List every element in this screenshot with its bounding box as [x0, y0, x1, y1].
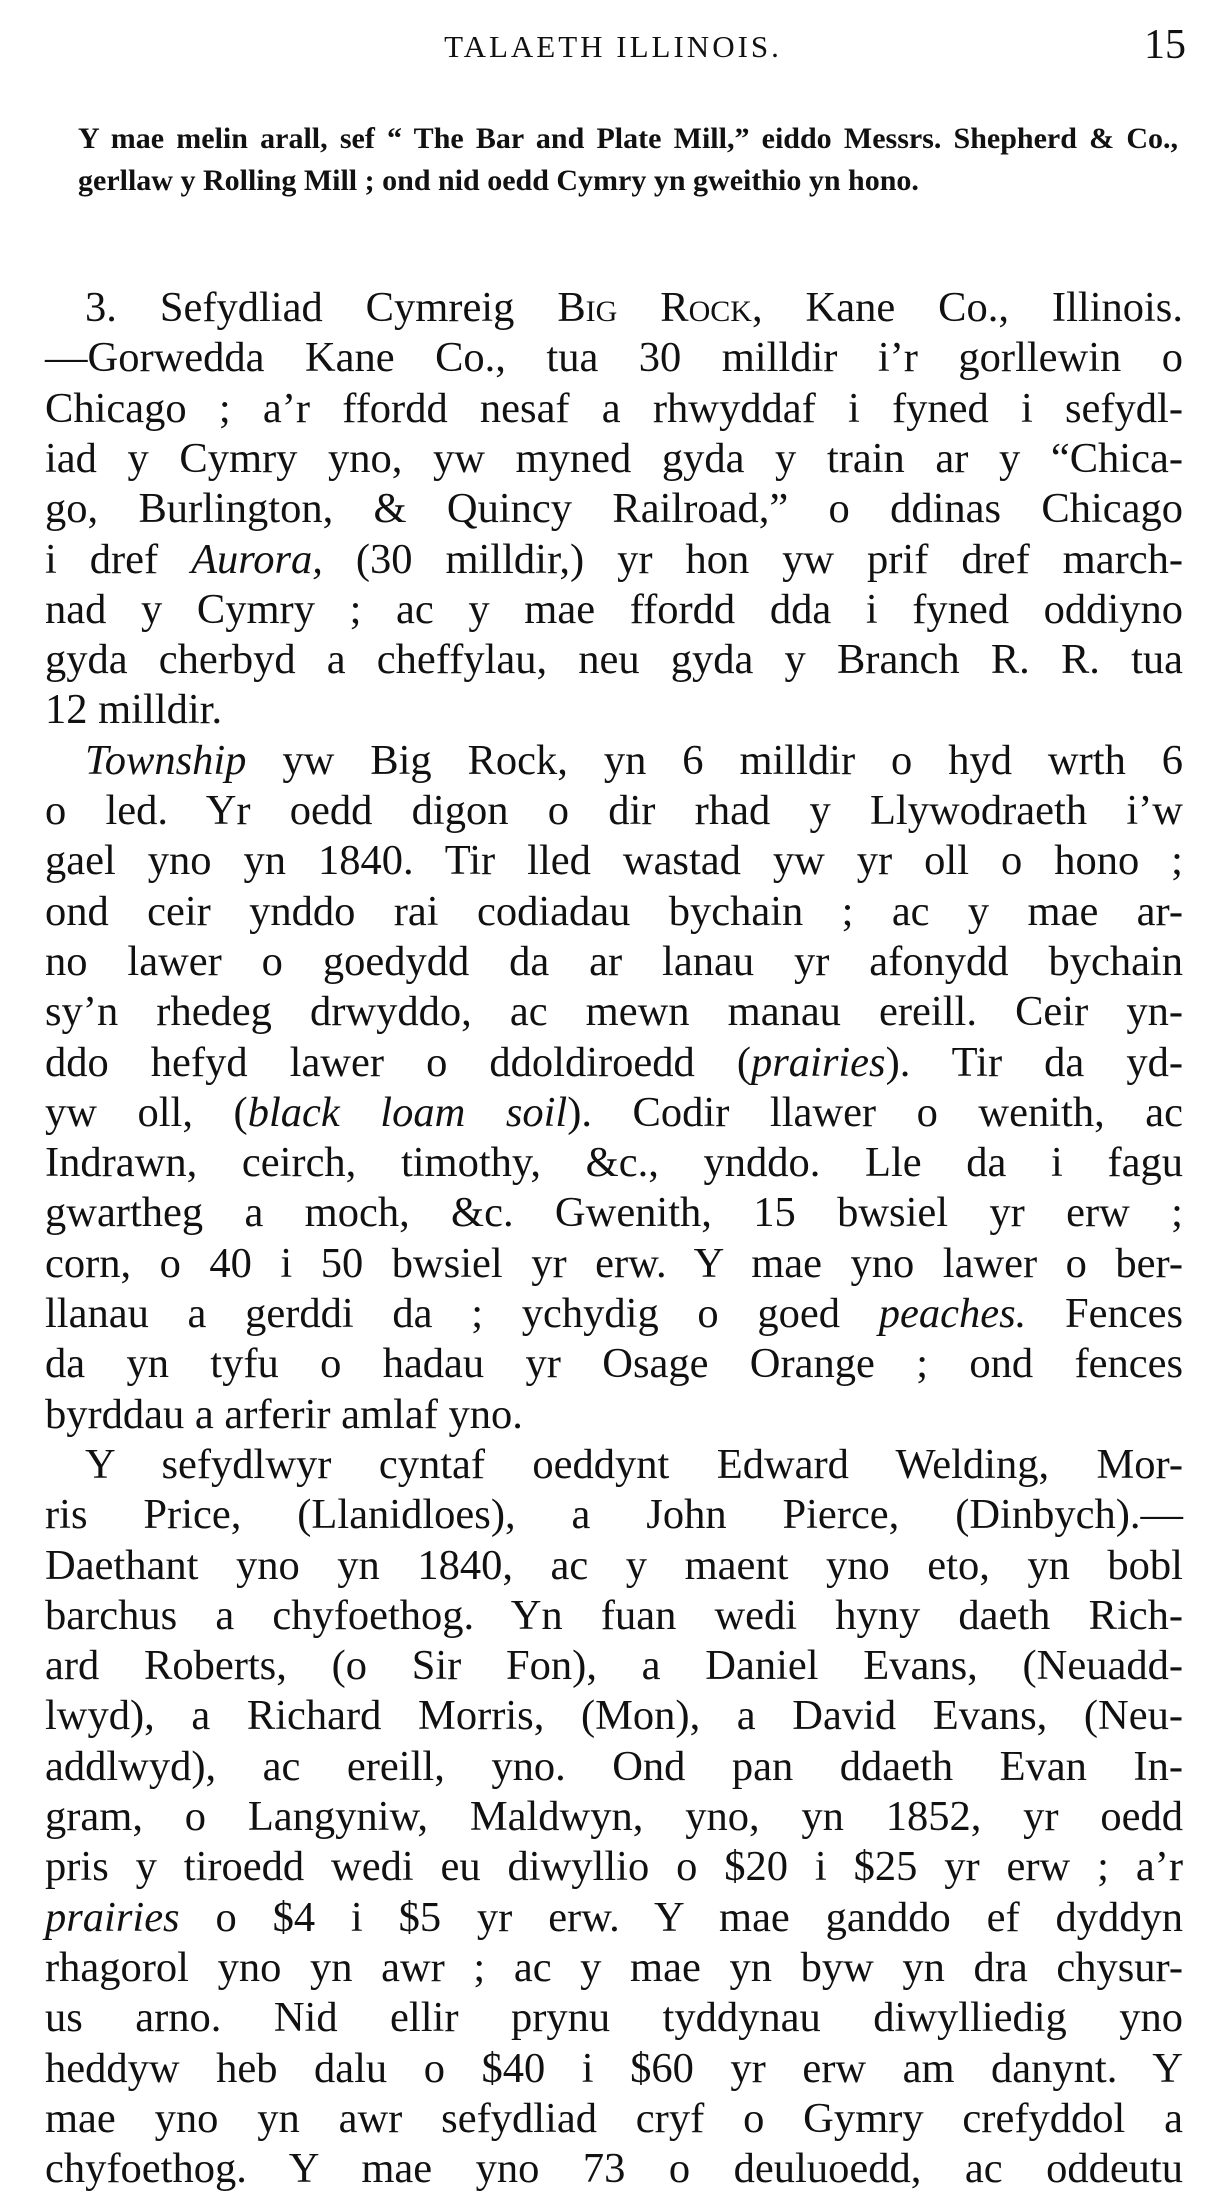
text-run: corn, o 40 i 50 bwsiel yr erw. Y mae yno lawer o ber-: [45, 1239, 1183, 1287]
text-line: [45, 1038, 1183, 1088]
text-run: Chicago ; a’r ffordd nesaf a rhwyddaf i fyned i sefydl-: [45, 384, 1183, 432]
text-line: [45, 1842, 1183, 1892]
intro-paragraph: Y mae melin arall, sef “ The Bar and Plate Mill,” eiddo Messrs. Shepherd & Co., gerllaw y Rolling Mill ; ond nid oedd Cymry yn gweithio yn hono.: [78, 122, 1178, 197]
italic-run: black loam soil: [247, 1088, 568, 1136]
text-run: gwartheg a moch, &c. Gwenith, 15 bwsiel yr erw ;: [45, 1189, 1183, 1237]
text-run: —Gorwedda Kane Co., tua 30 milldir i’r gorllewin o: [45, 334, 1183, 382]
italic-run: Township: [85, 736, 247, 784]
text-line: [45, 1641, 1183, 1691]
text-line: [45, 1088, 1183, 1138]
text-run: ). Codir llawer o wenith, ac: [567, 1088, 1183, 1136]
text-run: Daethant yno yn 1840, ac y maent yno eto, yn bobl: [45, 1541, 1183, 1589]
text-run: us arno. Nid ellir prynu tyddynau diwylliedig yno: [45, 1994, 1183, 2042]
text-run: heddyw heb dalu o $40 i $60 yr erw am danynt. Y: [45, 2044, 1183, 2092]
text-line: [45, 685, 1183, 735]
text-line: [45, 2044, 1183, 2094]
text-line: [45, 786, 1183, 836]
text-line: [45, 1993, 1183, 2043]
text-run: gram, o Langyniw, Maldwyn, yno, yn 1852, yr oedd: [45, 1793, 1183, 1840]
text-line: [45, 1239, 1183, 1289]
text-line: [45, 987, 1183, 1037]
page-number: 15: [1144, 22, 1186, 68]
text-run: , Kane Co., Illinois.: [751, 284, 1183, 331]
text-run: go, Burlington, & Quincy Railroad,” o ddinas Chicago: [45, 485, 1183, 533]
text-run: nad y Cymry ; ac y mae ffordd dda i fyned oddiyno: [45, 585, 1183, 633]
text-run: lwyd), a Richard Morris, (Mon), a David Evans, (Neu-: [45, 1692, 1183, 1740]
text-line: [45, 1943, 1183, 1993]
text-run: ond ceir ynddo rai codiadau bychain ; ac y mae ar-: [45, 887, 1183, 935]
italic-run: prairies: [45, 1893, 180, 1941]
text-run: (30 milldir,) yr hon yw prif dref march-: [322, 535, 1184, 583]
text-run: i dref: [45, 535, 192, 583]
text-run: byrddau a arferir amlaf yno.: [45, 1390, 523, 1438]
text-run: no lawer o goedydd da ar lanau yr afonydd bychain: [45, 937, 1183, 985]
text-line: [45, 887, 1183, 937]
text-line: [45, 384, 1183, 434]
text-line: [45, 333, 1183, 383]
text-run: llanau a gerddi da ; ychydig o goed: [45, 1290, 879, 1337]
text-line: [45, 1339, 1183, 1389]
text-run: chyfoethog. Y mae yno 73 o deuluoedd, ac oddeutu: [45, 2145, 1183, 2193]
text-run: ris Price, (Llanidloes), a John Pierce, (Dinbych).—: [45, 1491, 1183, 1539]
text-run: iad y Cymry yno, yw myned gyda y train ar y “Chica-: [45, 434, 1183, 482]
text-run: ). Tir da yd-: [885, 1038, 1183, 1086]
text-run: o $4 i $5 yr erw. Y mae ganddo ef dyddyn: [179, 1893, 1183, 1941]
text-run: 3. Sefydliad Cymreig: [85, 284, 558, 331]
text-line: [45, 1390, 1183, 1440]
text-line: [45, 635, 1183, 685]
text-line: [45, 1591, 1183, 1641]
text-run: o led. Yr oedd digon o dir rhad y Llywodraeth i’w: [45, 787, 1183, 834]
running-title: TALAETH ILLINOIS.: [444, 29, 782, 64]
italic-run: Aurora,: [191, 535, 323, 583]
text-line: [45, 2094, 1183, 2144]
text-run: gyda cherbyd a cheffylau, neu gyda y Branch R. R. tua: [45, 636, 1183, 684]
text-line: [45, 1792, 1183, 1842]
text-run: addlwyd), ac ereill, yno. Ond pan ddaeth Evan In-: [45, 1742, 1183, 1790]
small-caps-run: Big Rock: [557, 284, 752, 331]
text-run: mae yno yn awr sefydliad cryf o Gymry crefyddol a: [45, 2094, 1183, 2142]
text-line: [85, 283, 1183, 333]
italic-run: prairies: [750, 1038, 886, 1086]
text-run: da yn tyfu o hadau yr Osage Orange ; ond fences: [45, 1340, 1183, 1388]
text-line: [45, 535, 1183, 585]
text-run: barchus a chyfoethog. Yn fuan wedi hyny daeth Rich-: [45, 1591, 1183, 1639]
text-line: [45, 1138, 1183, 1188]
text-line: [85, 736, 1183, 786]
text-run: ard Roberts, (o Sir Fon), a Daniel Evans, (Neuadd-: [45, 1642, 1183, 1690]
italic-run: peaches.: [878, 1290, 1027, 1337]
text-line: [45, 1893, 1183, 1943]
text-line: [45, 434, 1183, 484]
text-run: Y sefydlwyr cyntaf oeddynt Edward Welding, Mor-: [85, 1440, 1183, 1488]
text-run: Fences: [1026, 1290, 1183, 1337]
text-line: [45, 484, 1183, 534]
text-run: gael yno yn 1840. Tir lled wastad yw yr oll o hono ;: [45, 837, 1183, 885]
text-line: [45, 1541, 1183, 1591]
text-line: [45, 937, 1183, 987]
text-line: [45, 2144, 1183, 2194]
text-run: yw oll, (: [45, 1088, 248, 1136]
text-run: pris y tiroedd wedi eu diwyllio o $20 i $25 yr erw ; a’r: [45, 1843, 1183, 1891]
text-run: yw Big Rock, yn 6 milldir o hyd wrth 6: [246, 736, 1183, 784]
text-run: sy’n rhedeg drwyddo, ac mewn manau ereill. Ceir yn-: [45, 988, 1183, 1036]
running-head: [0, 22, 1226, 72]
text-line: [45, 1691, 1183, 1741]
text-line: [45, 1742, 1183, 1792]
text-line: [45, 836, 1183, 886]
text-line: [85, 1440, 1183, 1490]
text-line: [45, 1188, 1183, 1238]
text-run: ddo hefyd lawer o ddoldiroedd (: [45, 1038, 751, 1086]
text-run: Indrawn, ceirch, timothy, &c., ynddo. Lle da i fagu: [45, 1139, 1183, 1187]
text-line: [45, 585, 1183, 635]
text-line: [45, 1490, 1183, 1540]
text-run: rhagorol yno yn awr ; ac y mae yn byw yn dra chysur-: [45, 1943, 1183, 1991]
text-run: 12 milldir.: [45, 686, 223, 734]
text-line: [45, 1289, 1183, 1339]
